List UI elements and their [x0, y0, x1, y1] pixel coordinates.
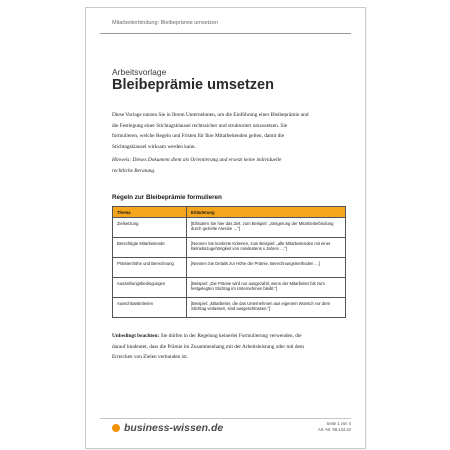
header-breadcrumb: Mitarbeiterbindung: Bleibeprämie umsetzen — [112, 20, 219, 26]
row-topic: Zielsetzung — [113, 218, 187, 238]
row-explanation: [Beispiel: „Die Prämie wird nur ausgezahlt, wenn der Mitarbeiter bis zum festgelegten Stichtag im Unternehmen bleibt.“] — [187, 278, 346, 298]
document-subtitle: Arbeitsvorlage — [112, 67, 167, 77]
row-explanation: [Nennen Sie konkrete Kriterien, zum Beispiel: „alle Mitarbeitenden mit einer Betriebszugehörigkeit von mindestens x Jahren …“] — [187, 238, 346, 258]
row-explanation: [Nennen Sie Details zur Höhe der Prämie, Berechnungsmethoden …] — [187, 258, 346, 278]
brand-logo — [112, 422, 223, 434]
intro-paragraph: Diese Vorlage nutzen Sie in Ihrem Unternehmen, um die Einführung einer Bleibeprämie und die Festlegung einer Stichtagsklausel rechtssicher und strukturiert umzusetzen. Sie formulieren, welche Regeln und Fristen für Ihre Mitarbeitenden gelten, damit die Stichtagsklausel wirksam werden kann. — [112, 112, 309, 150]
hint-paragraph: Hinweis: Dieses Dokument dient als Orientierung und ersetzt keine individuelle rechtliche Beratung. — [112, 157, 282, 174]
row-topic: Auszahlungsbedingungen — [113, 278, 187, 298]
table-row — [113, 238, 346, 258]
row-topic: Berechtigte Mitarbeitende — [113, 238, 187, 258]
footer-divider — [100, 418, 351, 419]
document-title: Bleibeprämie umsetzen — [112, 77, 274, 93]
table-header-row — [113, 207, 346, 218]
row-topic: Prämienhöhe und Berechnung — [113, 258, 187, 278]
row-explanation: [Beispiel: „Mitarbeiter, die das Unternehmen aus eigenem Wunsch vor dem Stichtag verlassen, sind ausgeschlossen.“] — [187, 298, 346, 318]
warning-label: Unbedingt beachten: — [112, 333, 160, 339]
rules-table — [112, 206, 346, 318]
table-row — [113, 298, 346, 318]
page-number: Seite 1 von 4 — [326, 421, 351, 426]
table-row — [113, 218, 346, 238]
table-row — [113, 278, 346, 298]
header-divider — [100, 33, 351, 34]
row-explanation: [Erläutern Sie hier das Ziel, zum Beispiel: „Steigerung der Mitarbeiterbindung durch gezielte Anreize …“] — [187, 218, 346, 238]
rules-section-heading: Regeln zur Bleibeprämie formulieren — [112, 194, 222, 201]
warning-text: Sie dürfen in der Regelung keinerlei Formulierung verwenden, die darauf hindeutet, dass die Prämie im Zusammenhang mit der Arbeitsleistung oder mit dem Erreichen von Zielen verbunden ist. — [112, 333, 304, 360]
document-page — [86, 8, 365, 448]
column-header-explanation: Erläuterung — [187, 207, 346, 218]
page-info — [318, 421, 351, 433]
column-header-topic: Thema — [113, 207, 187, 218]
brand-name: business-wissen.de — [124, 422, 224, 434]
article-number: Art.-Nr. 99.134.22 — [317, 427, 351, 432]
warning-paragraph — [112, 331, 312, 363]
row-topic: Ausschlusskriterien — [113, 298, 187, 318]
table-row — [113, 258, 346, 278]
brand-dot-icon — [112, 424, 120, 432]
